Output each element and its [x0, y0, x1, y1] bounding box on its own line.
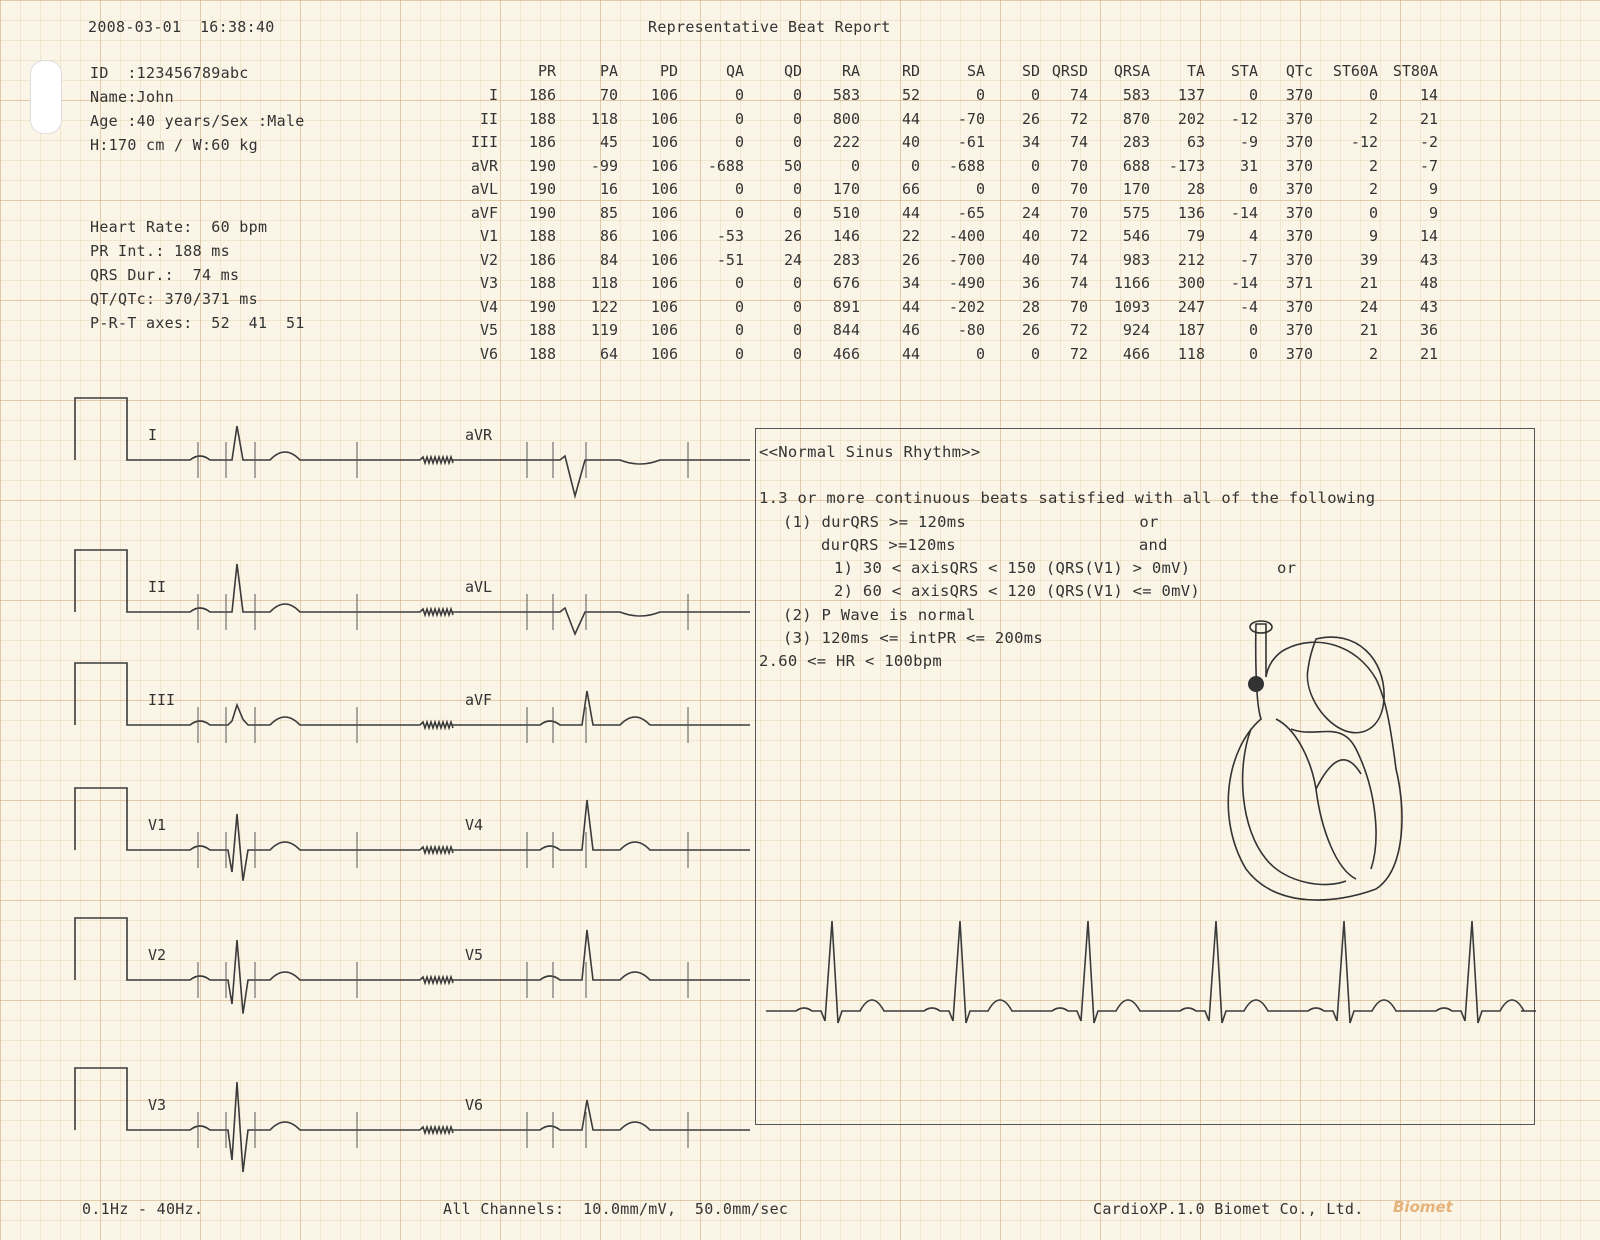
table-cell: 0: [734, 344, 744, 363]
column-header: QRSA: [1113, 62, 1150, 81]
calibration-pulse: [75, 918, 140, 980]
table-cell: 1093: [1113, 297, 1150, 316]
table-cell: 64: [599, 344, 618, 363]
table-cell: 283: [832, 250, 860, 269]
table-cell: 40: [1021, 227, 1040, 245]
table-cell: 583: [832, 86, 860, 104]
table-cell: 106: [650, 344, 678, 363]
table-cell: 44: [901, 203, 920, 222]
ecg-trace-left: [140, 940, 420, 1014]
table-cell: 26: [1021, 109, 1040, 128]
table-cell: 63: [1186, 133, 1205, 151]
column-header: SD: [1021, 62, 1040, 81]
table-cell: 72: [1069, 109, 1088, 128]
table-cell: 0: [1368, 86, 1378, 104]
lead-name: V5: [479, 321, 498, 339]
table-cell: 70: [1069, 297, 1088, 316]
table-cell: 370: [1285, 86, 1313, 104]
table-cell: 370: [1285, 133, 1313, 151]
table-cell: 924: [1122, 321, 1150, 339]
heart-rate: Heart Rate: 60 bpm: [90, 218, 268, 236]
column-header: TA: [1186, 62, 1205, 81]
lead-label-right: V5: [465, 946, 484, 964]
table-cell: 70: [1069, 203, 1088, 222]
table-cell: -12: [1350, 133, 1378, 151]
table-cell: 34: [1021, 133, 1040, 151]
table-cell: 370: [1285, 180, 1313, 198]
table-cell: -7: [1419, 156, 1438, 175]
table-cell: 0: [1030, 180, 1040, 198]
lead-name: III: [470, 133, 498, 151]
lead-separator: [420, 977, 453, 983]
table-cell: 0: [792, 86, 802, 104]
ecg-trace-left: [140, 1082, 420, 1172]
table-cell: 9: [1428, 203, 1438, 222]
table-cell: 24: [783, 250, 802, 269]
table-cell: 0: [975, 86, 985, 104]
criteria-line-7: (3) 120ms <= intPR <= 200ms: [783, 629, 1044, 647]
table-cell: -688: [948, 156, 985, 175]
table-cell: 1166: [1113, 274, 1150, 292]
table-cell: -12: [1230, 109, 1258, 128]
table-cell: 370: [1285, 321, 1313, 339]
ecg-trace-left: [140, 814, 420, 881]
lead-name: V2: [479, 250, 498, 269]
rhythm-heading: <<Normal Sinus Rhythm>>: [759, 443, 981, 461]
table-cell: -99: [590, 156, 618, 175]
table-cell: 106: [650, 250, 678, 269]
table-cell: 106: [650, 133, 678, 151]
table-cell: 118: [590, 109, 618, 128]
column-header: RA: [841, 62, 860, 81]
qt-qtc: QT/QTc: 370/371 ms: [90, 290, 258, 308]
table-cell: 0: [734, 274, 744, 292]
table-cell: 0: [734, 203, 744, 222]
patient-name: Name:John: [90, 88, 174, 106]
table-cell: 188: [528, 227, 556, 245]
lead-name: V1: [479, 227, 498, 245]
table-cell: 36: [1419, 321, 1438, 339]
criteria-line-5: 2) 60 < axisQRS < 120 (QRS(V1) <= 0mV): [834, 582, 1201, 600]
table-cell: -14: [1230, 203, 1258, 222]
table-cell: -70: [957, 109, 985, 128]
table-cell: 0: [1248, 344, 1258, 363]
table-cell: 2: [1368, 180, 1378, 198]
column-header: QA: [725, 62, 744, 81]
criteria-line-1: 1.3 or more continuous beats satisfied with all of the following: [759, 489, 1376, 507]
table-cell: 688: [1122, 156, 1150, 175]
patient-height-weight: H:170 cm / W:60 kg: [90, 136, 258, 154]
ecg-trace-right: [452, 691, 750, 725]
table-cell: -14: [1230, 274, 1258, 292]
table-cell: 36: [1021, 274, 1040, 292]
table-cell: 170: [832, 180, 860, 198]
column-header: QD: [783, 62, 802, 81]
lead-name: aVF: [470, 203, 498, 222]
table-cell: 86: [599, 227, 618, 245]
calibration-pulse: [75, 398, 140, 460]
prt-axes: P-R-T axes: 52 41 51: [90, 314, 305, 332]
lead-separator: [420, 1127, 453, 1133]
column-header: ST80A: [1392, 62, 1438, 81]
ecg-trace-right: [452, 1100, 750, 1130]
interpretation-box: [755, 428, 1535, 1125]
table-cell: -2: [1419, 133, 1438, 151]
table-cell: 190: [528, 203, 556, 222]
table-cell: 50: [783, 156, 802, 175]
table-cell: 187: [1177, 321, 1205, 339]
table-cell: 44: [901, 344, 920, 363]
table-cell: 891: [832, 297, 860, 316]
table-cell: 72: [1069, 344, 1088, 363]
table-cell: 24: [1359, 297, 1378, 316]
table-cell: 190: [528, 297, 556, 316]
criteria-line-2: (1) durQRS >= 120ms or: [783, 513, 1159, 531]
heart-diagram: [756, 429, 1536, 1126]
table-cell: -700: [948, 250, 985, 269]
table-cell: 106: [650, 203, 678, 222]
lead-separator: [420, 609, 453, 615]
table-cell: 16: [599, 180, 618, 198]
table-cell: -202: [948, 297, 985, 316]
table-cell: 70: [599, 86, 618, 104]
table-cell: -51: [716, 250, 744, 269]
column-header: STA: [1230, 62, 1258, 81]
table-cell: 28: [1186, 180, 1205, 198]
lead-separator: [420, 457, 453, 463]
table-cell: 31: [1239, 156, 1258, 175]
table-cell: 43: [1419, 250, 1438, 269]
table-cell: 122: [590, 297, 618, 316]
table-cell: 0: [734, 109, 744, 128]
table-cell: 0: [792, 321, 802, 339]
table-cell: -9: [1239, 133, 1258, 151]
table-cell: 84: [599, 250, 618, 269]
table-cell: 0: [792, 297, 802, 316]
table-cell: 72: [1069, 227, 1088, 245]
table-cell: 137: [1177, 86, 1205, 104]
calibration-pulse: [75, 663, 140, 725]
table-cell: 106: [650, 227, 678, 245]
table-cell: 190: [528, 180, 556, 198]
table-cell: 370: [1285, 203, 1313, 222]
lead-label-right: V4: [465, 816, 484, 834]
table-cell: 510: [832, 203, 860, 222]
table-cell: 0: [1248, 86, 1258, 104]
table-cell: 2: [1368, 156, 1378, 175]
table-cell: 85: [599, 203, 618, 222]
table-cell: 106: [650, 274, 678, 292]
filter-settings: 0.1Hz - 40Hz.: [82, 1200, 204, 1218]
table-cell: 0: [734, 86, 744, 104]
column-header: SA: [966, 62, 985, 81]
table-cell: 0: [1030, 156, 1040, 175]
table-cell: 247: [1177, 297, 1205, 316]
table-cell: 0: [850, 156, 860, 175]
table-cell: 72: [1069, 321, 1088, 339]
table-cell: 79: [1186, 227, 1205, 245]
criteria-line-6: (2) P Wave is normal: [783, 606, 976, 624]
table-cell: -61: [957, 133, 985, 151]
lead-label-left: V1: [148, 816, 167, 834]
criteria-line-8: 2.60 <= HR < 100bpm: [759, 652, 943, 670]
table-cell: 22: [901, 227, 920, 245]
table-cell: 74: [1069, 86, 1088, 104]
table-cell: -7: [1239, 250, 1258, 269]
table-cell: 0: [975, 180, 985, 198]
table-cell: 186: [528, 133, 556, 151]
table-cell: 370: [1285, 109, 1313, 128]
table-cell: -400: [948, 227, 985, 245]
table-cell: 170: [1122, 180, 1150, 198]
lead-label-right: aVL: [465, 578, 493, 596]
column-header: ST60A: [1332, 62, 1378, 81]
table-cell: 0: [734, 297, 744, 316]
table-cell: 466: [832, 344, 860, 363]
ecg-trace-right: [452, 930, 750, 980]
table-cell: 186: [528, 250, 556, 269]
heart-icon: [1228, 621, 1402, 900]
table-cell: 546: [1122, 227, 1150, 245]
table-cell: -65: [957, 203, 985, 222]
table-cell: 43: [1419, 297, 1438, 316]
table-cell: -80: [957, 321, 985, 339]
table-cell: 370: [1285, 227, 1313, 245]
biomet-logo: Biomet: [1393, 1198, 1453, 1216]
table-cell: 0: [792, 133, 802, 151]
calibration-pulse: [75, 788, 140, 850]
lead-name: V3: [479, 274, 498, 292]
ecg-trace-left: [140, 426, 420, 460]
table-cell: 188: [528, 274, 556, 292]
table-cell: 74: [1069, 250, 1088, 269]
table-cell: 106: [650, 297, 678, 316]
table-cell: 106: [650, 180, 678, 198]
lead-name: II: [479, 109, 498, 128]
criteria-line-4: 1) 30 < axisQRS < 150 (QRS(V1) > 0mV) or: [834, 559, 1297, 577]
lead-name: aVR: [470, 156, 498, 175]
table-cell: 14: [1419, 86, 1438, 104]
column-header: PA: [599, 62, 618, 81]
table-cell: 26: [901, 250, 920, 269]
column-header: QTc: [1285, 62, 1313, 81]
table-cell: 0: [1030, 86, 1040, 104]
lead-separator: [420, 722, 453, 728]
table-cell: 0: [792, 109, 802, 128]
table-cell: -4: [1239, 297, 1258, 316]
table-cell: 0: [792, 180, 802, 198]
table-cell: 370: [1285, 297, 1313, 316]
rhythm-strip: [766, 921, 1536, 1023]
criteria-line-3: durQRS >=120ms and: [821, 536, 1168, 554]
table-cell: 983: [1122, 250, 1150, 269]
table-cell: 21: [1359, 274, 1378, 292]
table-cell: 21: [1359, 321, 1378, 339]
lead-label-left: II: [148, 578, 167, 596]
table-cell: 0: [792, 203, 802, 222]
table-cell: 14: [1419, 227, 1438, 245]
table-cell: 370: [1285, 156, 1313, 175]
patient-age-sex: Age :40 years/Sex :Male: [90, 112, 305, 130]
lead-name: I: [488, 86, 498, 104]
table-cell: 202: [1177, 109, 1205, 128]
pr-interval: PR Int.: 188 ms: [90, 242, 230, 260]
lead-label-right: V6: [465, 1096, 484, 1114]
table-cell: 40: [901, 133, 920, 151]
ecg-trace-right: [452, 608, 750, 634]
table-cell: 583: [1122, 86, 1150, 104]
lead-label-left: V3: [148, 1096, 167, 1114]
table-cell: 800: [832, 109, 860, 128]
table-cell: 106: [650, 109, 678, 128]
table-cell: 40: [1021, 250, 1040, 269]
table-cell: 676: [832, 274, 860, 292]
table-cell: 300: [1177, 274, 1205, 292]
lead-name: V6: [479, 344, 498, 363]
table-cell: 44: [901, 109, 920, 128]
table-cell: 0: [792, 344, 802, 363]
table-cell: 74: [1069, 133, 1088, 151]
table-cell: 34: [901, 274, 920, 292]
table-cell: 0: [734, 180, 744, 198]
table-cell: 66: [901, 180, 920, 198]
table-cell: 2: [1368, 109, 1378, 128]
table-cell: -173: [1168, 156, 1205, 175]
lead-separator: [420, 847, 453, 853]
ecg-trace-left: [140, 705, 420, 725]
software-credit: CardioXP.1.0 Biomet Co., Ltd.: [1093, 1200, 1364, 1218]
table-cell: 0: [1368, 203, 1378, 222]
table-cell: 186: [528, 86, 556, 104]
table-cell: 370: [1285, 344, 1313, 363]
ecg-trace-left: [140, 564, 420, 612]
table-cell: 188: [528, 109, 556, 128]
table-cell: 0: [975, 344, 985, 363]
table-cell: 28: [1021, 297, 1040, 316]
column-header: PR: [537, 62, 556, 81]
ecg-trace-right: [452, 800, 750, 850]
calibration-pulse: [75, 550, 140, 612]
table-cell: 212: [1177, 250, 1205, 269]
calibration-pulse: [75, 1068, 140, 1130]
table-cell: -53: [716, 227, 744, 245]
table-cell: 106: [650, 86, 678, 104]
table-cell: 70: [1069, 180, 1088, 198]
report-title: Representative Beat Report: [648, 18, 891, 36]
qrs-duration: QRS Dur.: 74 ms: [90, 266, 240, 284]
lead-label-right: aVF: [465, 691, 493, 709]
table-cell: 4: [1248, 227, 1258, 245]
sa-node-icon: [1248, 676, 1264, 692]
report-datetime: 2008-03-01 16:38:40: [88, 18, 275, 36]
table-cell: 44: [901, 297, 920, 316]
table-cell: 9: [1368, 227, 1378, 245]
lead-label-left: III: [148, 691, 176, 709]
table-cell: 48: [1419, 274, 1438, 292]
table-cell: 370: [1285, 250, 1313, 269]
table-cell: 0: [1248, 180, 1258, 198]
table-cell: 26: [1021, 321, 1040, 339]
table-cell: 45: [599, 133, 618, 151]
table-cell: -490: [948, 274, 985, 292]
table-cell: 46: [901, 321, 920, 339]
table-cell: 2: [1368, 344, 1378, 363]
table-cell: -688: [707, 156, 744, 175]
column-header: RD: [901, 62, 920, 81]
table-cell: 118: [1177, 344, 1205, 363]
table-cell: 24: [1021, 203, 1040, 222]
table-cell: 106: [650, 156, 678, 175]
column-header: QRSD: [1051, 62, 1088, 81]
table-cell: 188: [528, 321, 556, 339]
table-cell: 188: [528, 344, 556, 363]
lead-name: V4: [479, 297, 498, 316]
table-cell: 466: [1122, 344, 1150, 363]
table-cell: 371: [1285, 274, 1313, 292]
table-cell: 0: [1248, 321, 1258, 339]
table-cell: 844: [832, 321, 860, 339]
table-cell: 0: [910, 156, 920, 175]
table-cell: 0: [734, 321, 744, 339]
column-header: PD: [659, 62, 678, 81]
lead-label-left: I: [148, 426, 158, 444]
table-cell: 118: [590, 274, 618, 292]
table-cell: 39: [1359, 250, 1378, 269]
table-cell: 106: [650, 321, 678, 339]
table-cell: 222: [832, 133, 860, 151]
table-cell: 9: [1428, 180, 1438, 198]
table-cell: 21: [1419, 344, 1438, 363]
lead-label-right: aVR: [465, 426, 493, 444]
table-cell: 52: [901, 86, 920, 104]
table-cell: 190: [528, 156, 556, 175]
table-cell: 26: [783, 227, 802, 245]
table-cell: 870: [1122, 109, 1150, 128]
table-cell: 146: [832, 227, 860, 245]
table-cell: 0: [792, 274, 802, 292]
table-cell: 575: [1122, 203, 1150, 222]
table-cell: 283: [1122, 133, 1150, 151]
table-cell: 0: [1030, 344, 1040, 363]
table-cell: 21: [1419, 109, 1438, 128]
lead-name: aVL: [470, 180, 498, 198]
table-cell: 70: [1069, 156, 1088, 175]
table-cell: 74: [1069, 274, 1088, 292]
table-cell: 119: [590, 321, 618, 339]
table-cell: 0: [734, 133, 744, 151]
table-cell: 136: [1177, 203, 1205, 222]
ecg-trace-right: [452, 456, 750, 496]
channel-settings: All Channels: 10.0mm/mV, 50.0mm/sec: [443, 1200, 789, 1218]
patient-id: ID :123456789abc: [90, 64, 249, 82]
lead-label-left: V2: [148, 946, 167, 964]
